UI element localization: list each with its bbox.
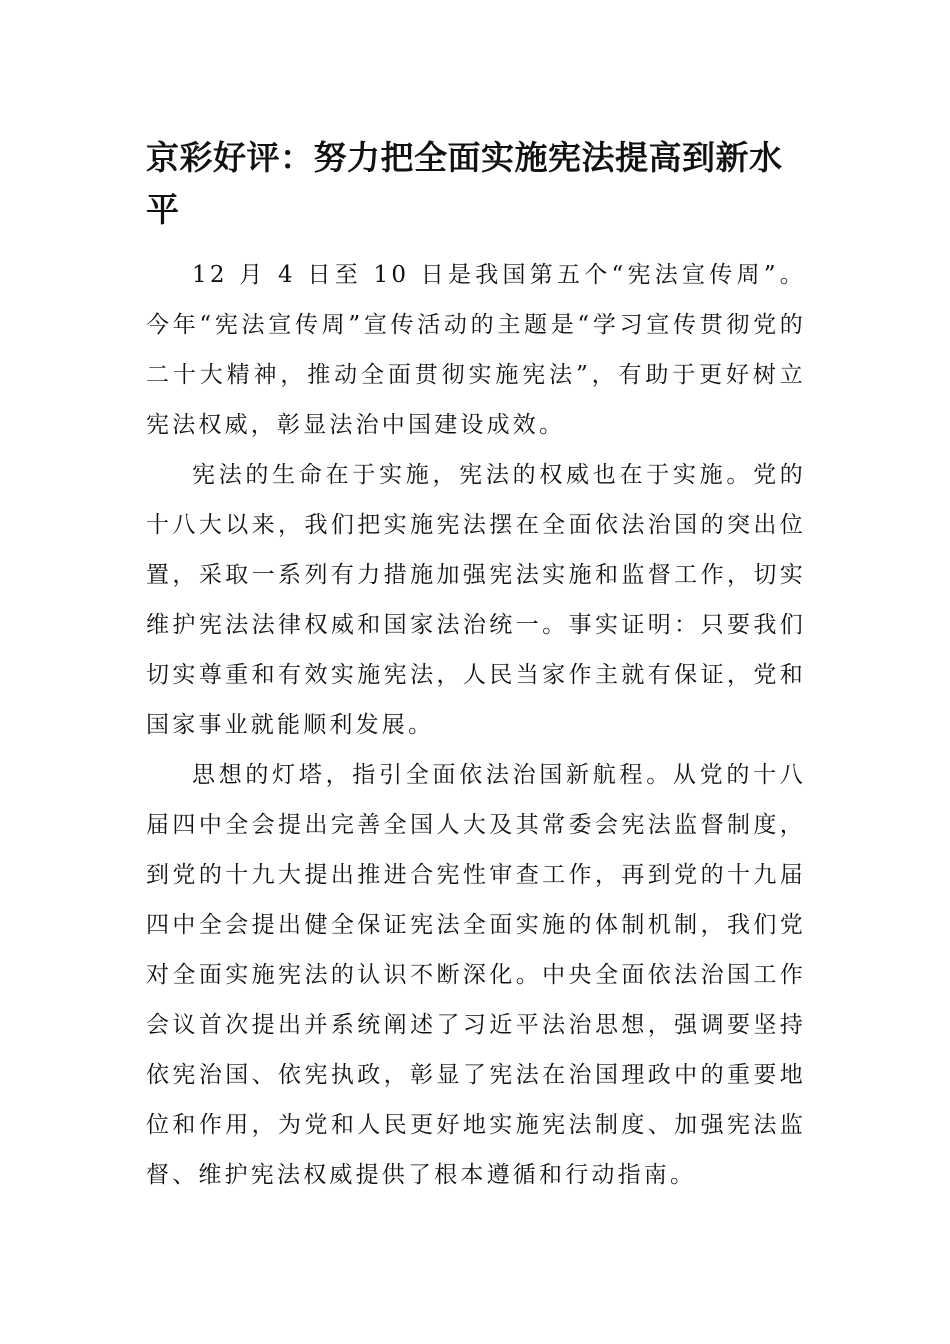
paragraph-3: 思想的灯塔，指引全面依法治国新航程。从党的十八届四中全会提出完善全国人大及其常委会宪法监督制度，到党的十九大提出推进合宪性审查工作，再到党的十九届四中全会提出健全保证宪法全面实施的体制机制，我们党对全面实施宪法的认识不断深化。中央全面依法治国工作会议首次提出并系统阐述了习近平法治思想，强调要坚持依宪治国、依宪执政，彰显了宪法在治国理政中的重要地位和作用，为党和人民更好地实施宪法制度、加强宪法监督、维护宪法权威提供了根本遵循和行动指南。 [146, 762, 806, 1188]
document-title: 京彩好评：努力把全面实施宪法提高到新水平 [146, 138, 783, 229]
document-body [146, 250, 806, 1200]
paragraph-2: 宪法的生命在于实施，宪法的权威也在于实施。党的十八大以来，我们把实施宪法摆在全面依法治国的突出位置，采取一系列有力措施加强宪法实施和监督工作，切实维护宪法法律权威和国家法治统一。事实证明：只要我们切实尊重和有效实施宪法，人民当家作主就有保证，党和国家事业就能顺利发展。 [146, 462, 806, 738]
paragraph-1: 12 月 4 日至 10 日是我国第五个“宪法宣传周”。今年“宪法宣传周”宣传活动的主题是“学习宣传贯彻党的二十大精神，推动全面贯彻实施宪法”，有助于更好树立宪法权威，彰显法治中国建设成效。 [146, 262, 806, 438]
